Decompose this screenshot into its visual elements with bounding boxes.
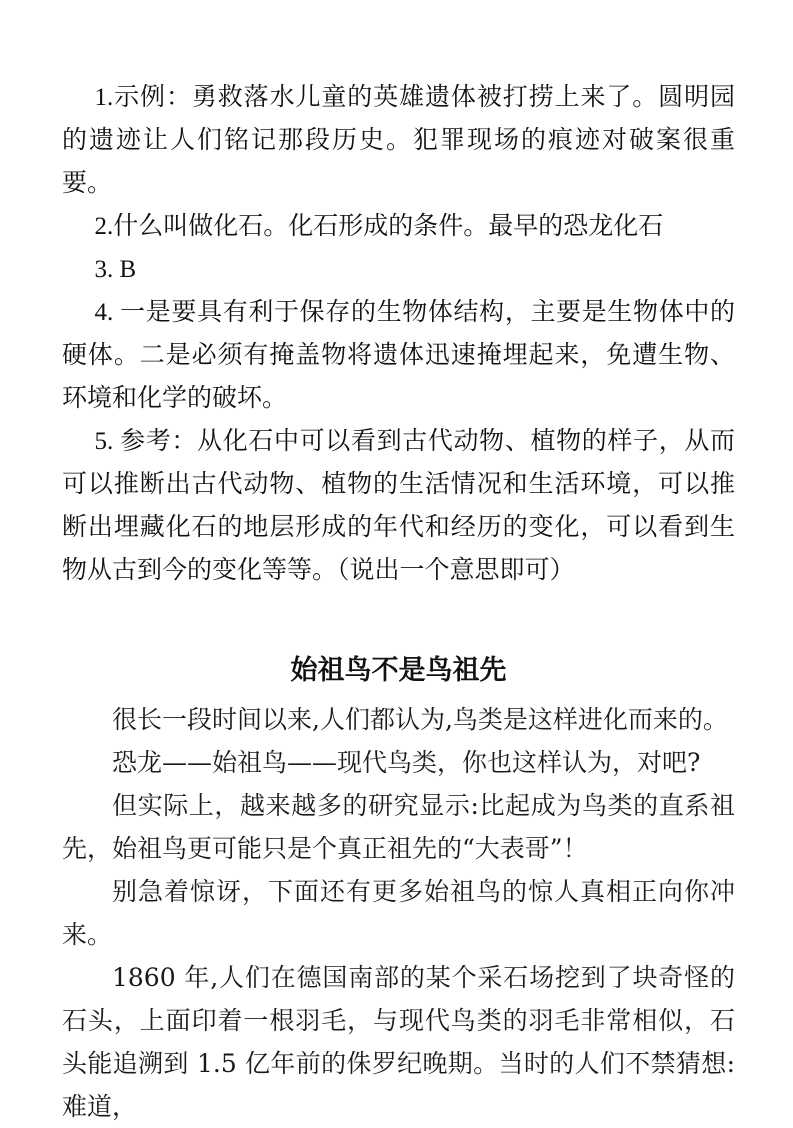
passage-paragraph-2: 恐龙——始祖鸟——现代鸟类，你也这样认为，对吧?: [112, 748, 701, 777]
passage-paragraph-4: 别急着惊讶，下面还有更多始祖鸟的惊人真相正向你冲来。: [62, 877, 735, 949]
answer-item-5: 5. 参考：从化石中可以看到古代动物、植物的样子，从而可以推断出古代动物、植物的生活情况和生活环境，可以推断出埋藏化石的地层形成的年代和经历的变化，可以看到生物从古到今的变化等等。（说出一个意思即可）: [62, 428, 735, 584]
answer-item-2: 2.什么叫做化石。化石形成的条件。最早的恐龙化石: [94, 213, 664, 240]
passage-paragraph-1: 很长一段时间以来,人们都认为,鸟类是这样进化而来的。: [112, 705, 728, 734]
answer-item-3: 3. B: [94, 256, 137, 283]
answer-item-1: 1.示例：勇救落水儿童的英雄遗体被打捞上来了。圆明园的遗迹让人们铭记那段历史。犯罪现场的痕迹对破案很重要。: [62, 84, 735, 197]
passage-section: [62, 698, 735, 1128]
passage-paragraph-5: 1860 年,人们在德国南部的某个采石场挖到了块奇怪的石头，上面印着一根羽毛，与现代鸟类的羽毛非常相似，石头能追溯到 1.5 亿年前的侏罗纪晚期。当时的人们不禁猜想:难道，: [62, 963, 735, 1121]
answer-item-4: 4. 一是要具有利于保存的生物体结构，主要是生物体中的硬体。二是必须有掩盖物将遗体迅速掩埋起来，免遭生物、环境和化学的破坏。: [62, 299, 735, 412]
passage-title: 始祖鸟不是鸟祖先: [290, 655, 507, 685]
answer-key-section: [62, 76, 735, 592]
passage-paragraph-3: 但实际上，越来越多的研究显示:比起成为鸟类的直系祖先，始祖鸟更可能只是个真正祖先的“大表哥”！: [62, 791, 735, 863]
